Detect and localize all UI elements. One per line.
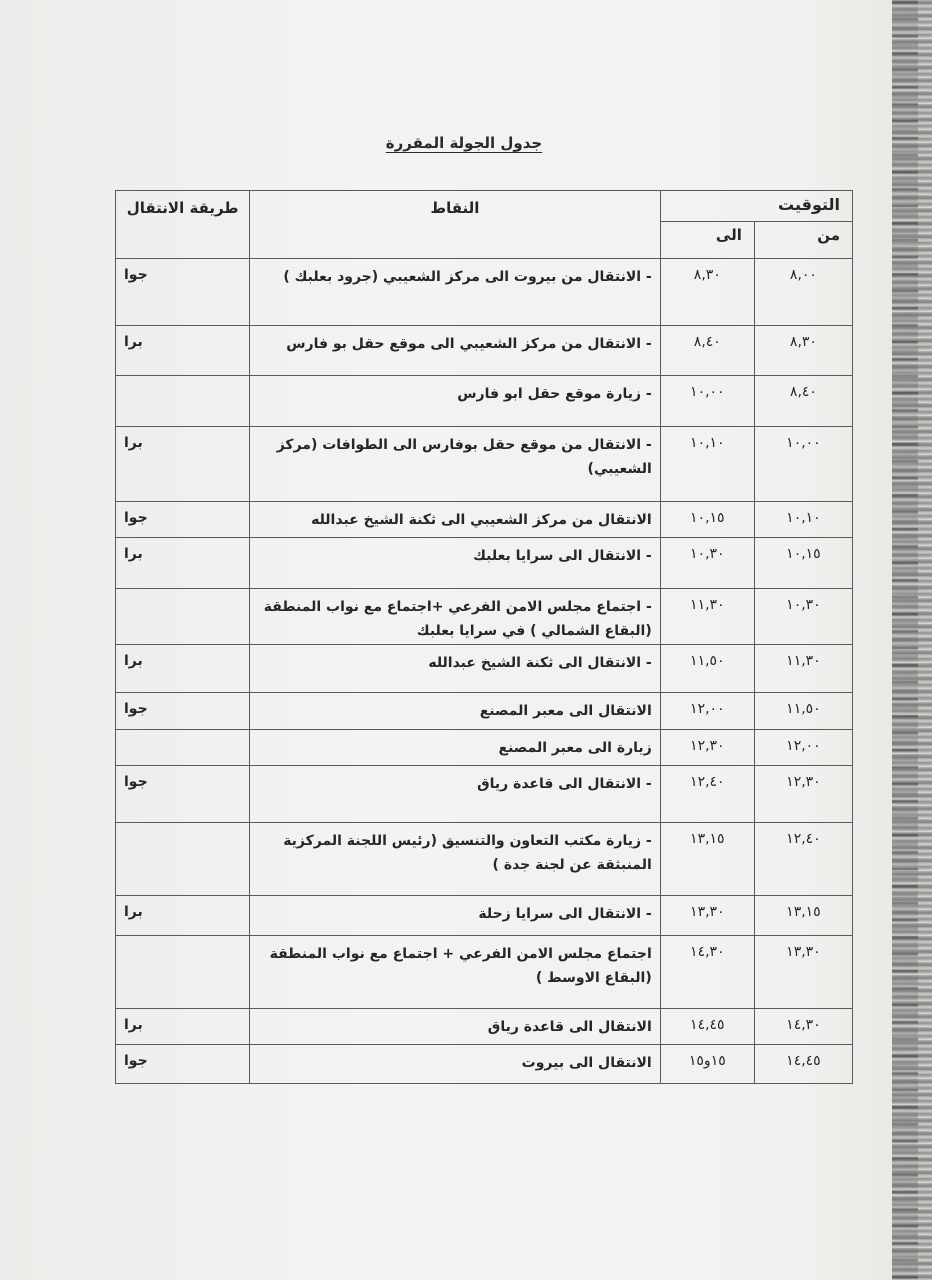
table-row (116, 538, 853, 589)
transport-mode-cell (116, 822, 250, 895)
time-to-cell: ١٢,٠٠ (660, 693, 754, 729)
time-to-cell: ١٤,٣٠ (660, 936, 754, 1009)
transport-mode-cell: برا (116, 895, 250, 935)
point-cell: - زيارة مكتب التعاون والتنسيق (رئيس اللجنة المركزية المنبثقة عن لجنة جدة ) (250, 822, 661, 895)
table-row (116, 822, 853, 895)
table-row (116, 693, 853, 729)
transport-mode-cell (116, 936, 250, 1009)
time-from-cell: ١٢,٣٠ (754, 766, 852, 823)
time-from-cell: ١٣,٣٠ (754, 936, 852, 1009)
time-to-cell: ١٤,٤٥ (660, 1009, 754, 1045)
transport-mode-cell: برا (116, 325, 250, 376)
point-cell: الانتقال الى معبر المصنع (250, 693, 661, 729)
point-cell: - الانتقال الى ثكنة الشيخ عبدالله (250, 644, 661, 693)
time-from-cell: ١٠,١٠ (754, 501, 852, 537)
point-cell: الانتقال الى بيروت (250, 1045, 661, 1084)
transport-mode-cell: جوا (116, 766, 250, 823)
transport-mode-cell: برا (116, 427, 250, 502)
time-from-cell: ٨,٤٠ (754, 376, 852, 427)
point-cell: - الانتقال من موقع حقل بوفارس الى الطوافات (مركز الشعيبي) (250, 427, 661, 502)
scanner-edge-artifact-dark (892, 0, 918, 1280)
schedule-table (115, 190, 853, 1084)
table-row (116, 427, 853, 502)
transport-mode-cell: برا (116, 538, 250, 589)
time-to-cell: ١١,٥٠ (660, 644, 754, 693)
point-cell: - اجتماع مجلس الامن الفرعي +اجتماع مع نواب المنطقة (البقاع الشمالي ) في سرايا بعلبك (250, 588, 661, 644)
time-to-cell: ١١,٣٠ (660, 588, 754, 644)
transport-mode-cell: جوا (116, 501, 250, 537)
transport-mode-cell: جوا (116, 693, 250, 729)
table-row (116, 588, 853, 644)
time-to-cell: ١٣,١٥ (660, 822, 754, 895)
time-from-cell: ١٠,٠٠ (754, 427, 852, 502)
time-to-cell: ١٠,٠٠ (660, 376, 754, 427)
header-points: النقاط (250, 191, 661, 259)
header-to: الى (660, 222, 754, 259)
time-from-cell: ٨,٠٠ (754, 259, 852, 326)
time-from-cell: ١٤,٣٠ (754, 1009, 852, 1045)
point-cell: الانتقال الى قاعدة رياق (250, 1009, 661, 1045)
point-cell: - الانتقال من بيروت الى مركز الشعيبي (جرود بعلبك ) (250, 259, 661, 326)
point-cell: - الانتقال الى سرايا بعلبك (250, 538, 661, 589)
point-cell: - الانتقال الى سرايا زحلة (250, 895, 661, 935)
table-row (116, 936, 853, 1009)
transport-mode-cell (116, 729, 250, 765)
header-mode: طريقة الانتقال (116, 191, 250, 259)
time-from-cell: ١٠,٣٠ (754, 588, 852, 644)
point-cell: - زيارة موقع حقل ابو فارس (250, 376, 661, 427)
table-row (116, 325, 853, 376)
table-row (116, 259, 853, 326)
time-from-cell: ١٢,٠٠ (754, 729, 852, 765)
table-row (116, 644, 853, 693)
table-row (116, 729, 853, 765)
time-from-cell: ١٢,٤٠ (754, 822, 852, 895)
transport-mode-cell: جوا (116, 1045, 250, 1084)
time-from-cell: ١٣,١٥ (754, 895, 852, 935)
time-from-cell: ١١,٣٠ (754, 644, 852, 693)
point-cell: - الانتقال الى قاعدة رياق (250, 766, 661, 823)
point-cell: الانتقال من مركز الشعيبي الى ثكنة الشيخ عبدالله (250, 501, 661, 537)
time-to-cell: ١٥و١٥ (660, 1045, 754, 1084)
table-row (116, 501, 853, 537)
table-row (116, 1009, 853, 1045)
table-row (116, 895, 853, 935)
time-to-cell: ١٢,٤٠ (660, 766, 754, 823)
time-to-cell: ٨,٣٠ (660, 259, 754, 326)
transport-mode-cell (116, 376, 250, 427)
time-from-cell: ١٠,١٥ (754, 538, 852, 589)
table-row (116, 766, 853, 823)
time-from-cell: ١١,٥٠ (754, 693, 852, 729)
time-to-cell: ١٢,٣٠ (660, 729, 754, 765)
transport-mode-cell: جوا (116, 259, 250, 326)
transport-mode-cell: برا (116, 1009, 250, 1045)
table-row (116, 376, 853, 427)
transport-mode-cell: برا (116, 644, 250, 693)
time-to-cell: ١٠,٣٠ (660, 538, 754, 589)
header-row-top (116, 191, 853, 222)
time-to-cell: ١٠,١٥ (660, 501, 754, 537)
transport-mode-cell (116, 588, 250, 644)
time-from-cell: ٨,٣٠ (754, 325, 852, 376)
header-time: التوقيت (660, 191, 852, 222)
point-cell: - الانتقال من مركز الشعيبي الى موقع حقل بو فارس (250, 325, 661, 376)
document-title: جدول الجولة المقررة (385, 134, 543, 152)
table-row (116, 1045, 853, 1084)
point-cell: اجتماع مجلس الامن الفرعي + اجتماع مع نواب المنطقة (البقاع الاوسط ) (250, 936, 661, 1009)
header-from: من (754, 222, 852, 259)
time-from-cell: ١٤,٤٥ (754, 1045, 852, 1084)
time-to-cell: ٨,٤٠ (660, 325, 754, 376)
point-cell: زيارة الى معبر المصنع (250, 729, 661, 765)
time-to-cell: ١٠,١٠ (660, 427, 754, 502)
time-to-cell: ١٣,٣٠ (660, 895, 754, 935)
